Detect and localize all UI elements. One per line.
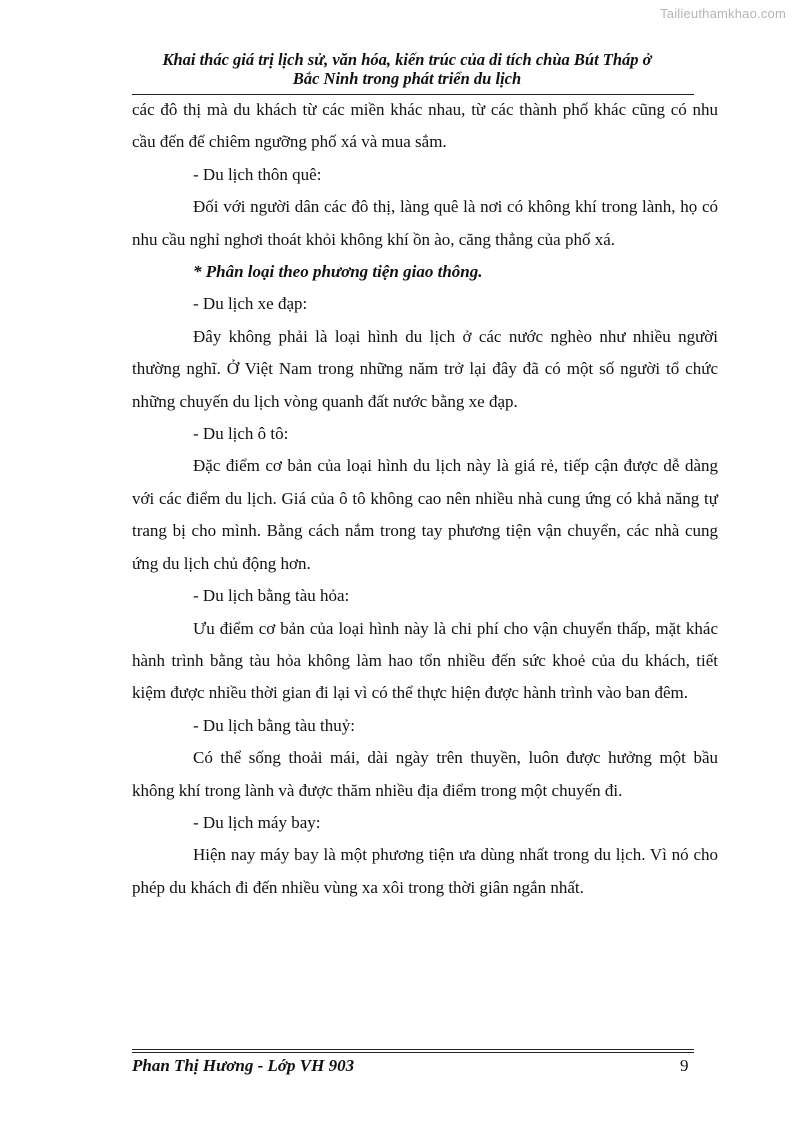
item-car-tourism: - Du lịch ô tô: [193, 424, 289, 444]
footer-author: Phan Thị Hương - Lớp VH 903 [132, 1056, 355, 1075]
paragraph-rural-tourism: Đối với người dân các đô thị, làng quê là nơi có không khí trong lành, họ có nhu cầu nghỉ nghơi thoát khỏi không khí ồn ào, căng thẳng của phố xá. [132, 197, 718, 249]
paragraph-ship-tourism: Có thể sống thoải mái, dài ngày trên thuyền, luôn được hưởng một bầu không khí trong lành và được thăm nhiều địa điểm trong một chuyến đi. [132, 748, 718, 800]
item-rural-tourism: - Du lịch thôn quê: [193, 164, 322, 184]
footer-divider [132, 1049, 694, 1050]
header-line-1: Khai thác giá trị lịch sử, văn hóa, kiến trúc của di tích chùa Bút Tháp ở [162, 50, 652, 69]
paragraph-car-tourism: Đặc điểm cơ bản của loại hình du lịch này là giá rẻ, tiếp cận được dễ dàng với các điểm du lịch. Giá của ô tô không cao nên nhiều nhà cung ứng có khả năng tự trang bị cho mình. Bằng cách nắm trong tay phương tiện vận chuyển, các nhà cung ứng du lịch chủ động hơn. [132, 456, 718, 573]
header-line-2: Bắc Ninh trong phát triển du lịch [292, 69, 522, 88]
running-header [120, 50, 694, 88]
page-body [132, 94, 718, 904]
paragraph-air-tourism: Hiện nay máy bay là một phương tiện ưa dùng nhất trong du lịch. Vì nó cho phép du khách đi đến nhiều vùng xa xôi trong thời giân ngắn nhất. [132, 845, 718, 897]
item-air-tourism: - Du lịch máy bay: [193, 812, 321, 832]
page-number: 9 [680, 1056, 689, 1075]
item-ship-tourism: - Du lịch bằng tàu thuỷ: [193, 715, 355, 735]
section-heading-transport: * Phân loại theo phương tiện giao thông. [193, 262, 483, 282]
footer-divider-double [132, 1052, 694, 1053]
watermark: Tailieuthamkhao.com [660, 6, 786, 21]
paragraph-bicycle-tourism: Đây không phải là loại hình du lịch ở các nước nghèo như nhiều người thường nghĩ. Ở Việt Nam trong những năm trở lại đây đã có một số người tổ chức những chuyến du lịch vòng quanh đất nước bằng xe đạp. [132, 326, 718, 411]
item-bicycle-tourism: - Du lịch xe đạp: [193, 294, 308, 314]
paragraph-train-tourism: Ưu điểm cơ bản của loại hình này là chi phí cho vận chuyển thấp, mặt khác hành trình bằng tàu hỏa không làm hao tổn nhiều đến sức khoẻ của du khách, tiết kiệm được nhiều thời gian đi lại vì có thể thực hiện được hành trình vào ban đêm. [132, 618, 718, 703]
item-train-tourism: - Du lịch bằng tàu hỏa: [193, 586, 350, 606]
paragraph-continuation: các đô thị mà du khách từ các miền khác nhau, từ các thành phố khác cũng có nhu cầu đến để chiêm ngưỡng phố xá và mua sắm. [132, 100, 718, 152]
